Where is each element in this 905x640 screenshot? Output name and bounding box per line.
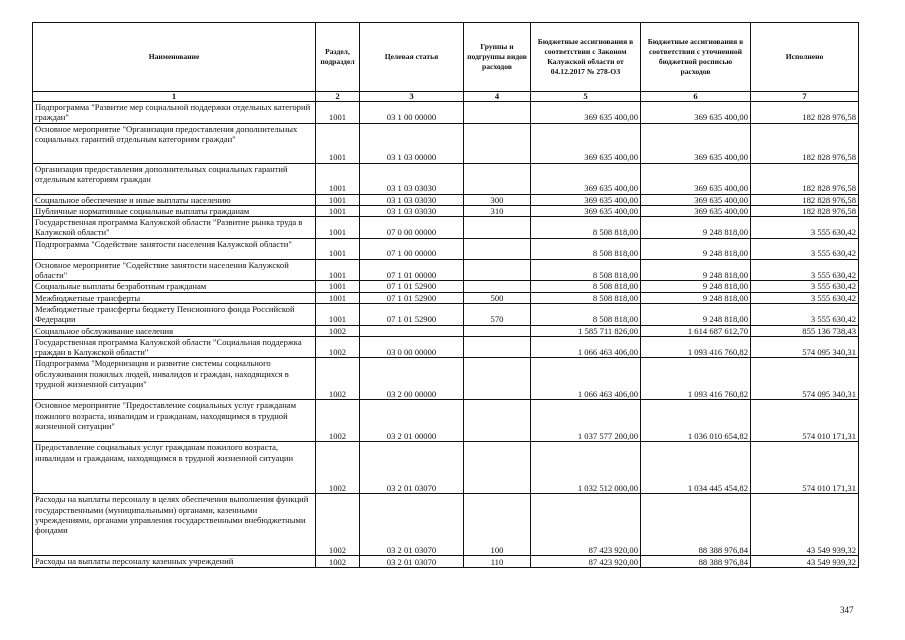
table-cell-budget-refined: 1 034 445 454,82 [641, 442, 751, 494]
table-cell-target: 03 1 03 03030 [360, 205, 464, 216]
table-cell-name: Основное мероприятие "Предоставление социальных услуг гражданам пожилого возраста, инвалидам и гражданам, находящимся в трудной жизненной ситуации" [33, 400, 316, 442]
table-cell-budget-refined: 369 635 400,00 [641, 163, 751, 194]
table-cell-section: 1001 [316, 259, 360, 281]
table-cell-section: 1001 [316, 303, 360, 325]
table-cell-executed: 182 828 976,58 [751, 123, 859, 163]
table-cell-executed: 182 828 976,58 [751, 205, 859, 216]
table-cell-budget-law: 369 635 400,00 [531, 102, 641, 124]
table-cell-target: 03 1 00 00000 [360, 102, 464, 124]
column-number: 2 [316, 92, 360, 102]
table-cell-name: Подпрограмма "Развитие мер социальной поддержки отдельных категорий граждан" [33, 102, 316, 124]
table-cell-budget-law: 8 508 818,00 [531, 259, 641, 281]
table-cell-budget-refined: 9 248 818,00 [641, 259, 751, 281]
table-cell-budget-refined: 88 388 976,84 [641, 556, 751, 568]
table-cell-section: 1002 [316, 358, 360, 400]
table-cell-group [464, 281, 531, 292]
table-cell-budget-law: 8 508 818,00 [531, 292, 641, 303]
header-row [33, 23, 859, 92]
table-cell-executed: 182 828 976,58 [751, 194, 859, 205]
table-body [33, 102, 859, 568]
table-cell-group [464, 123, 531, 163]
table-cell-budget-refined: 88 388 976,84 [641, 494, 751, 556]
table-row [33, 292, 859, 303]
table-cell-budget-law: 87 423 920,00 [531, 556, 641, 568]
table-cell-name: Основное мероприятие "Организация предоставления дополнительных социальных гарантий отдельным категориям граждан" [33, 123, 316, 163]
table-cell-target: 03 2 01 03070 [360, 442, 464, 494]
table-cell-section: 1002 [316, 400, 360, 442]
header-target: Целевая статья [360, 23, 464, 92]
header-name: Наименование [33, 23, 316, 92]
table-cell-target: 03 2 00 00000 [360, 358, 464, 400]
table-cell-budget-refined: 369 635 400,00 [641, 205, 751, 216]
table-cell-budget-refined: 369 635 400,00 [641, 102, 751, 124]
table-row [33, 238, 859, 259]
table-cell-name: Межбюджетные трансферты [33, 292, 316, 303]
table-cell-budget-law: 8 508 818,00 [531, 303, 641, 325]
table-cell-budget-refined: 9 248 818,00 [641, 238, 751, 259]
table-cell-executed: 182 828 976,58 [751, 163, 859, 194]
column-number: 6 [641, 92, 751, 102]
table-cell-name: Публичные нормативные социальные выплаты гражданам [33, 205, 316, 216]
table-cell-budget-law: 8 508 818,00 [531, 281, 641, 292]
table-cell-executed: 574 010 171,31 [751, 442, 859, 494]
table-cell-target: 03 1 03 03030 [360, 194, 464, 205]
table-cell-name: Расходы на выплаты персоналу в целях обеспечения выполнения функций государственными (муниципальными) органами, казенными учреждениями, органами управления государственными внебюджетными фондами [33, 494, 316, 556]
column-number: 7 [751, 92, 859, 102]
table-cell-group [464, 238, 531, 259]
table-row [33, 163, 859, 194]
table-cell-name: Социальное обеспечение и иные выплаты населению [33, 194, 316, 205]
table-row [33, 303, 859, 325]
table-cell-name: Государственная программа Калужской области "Развитие рынка труда в Калужской области" [33, 217, 316, 239]
column-number: 3 [360, 92, 464, 102]
table-cell-group [464, 163, 531, 194]
table-cell-name: Подпрограмма "Содействие занятости населения Калужской области" [33, 238, 316, 259]
table-cell-budget-law: 1 066 463 406,00 [531, 358, 641, 400]
table-row [33, 281, 859, 292]
table-cell-executed: 3 555 630,42 [751, 281, 859, 292]
table-cell-budget-refined: 9 248 818,00 [641, 217, 751, 239]
table-cell-section: 1002 [316, 494, 360, 556]
table-cell-executed: 3 555 630,42 [751, 238, 859, 259]
table-cell-section: 1001 [316, 217, 360, 239]
table-row [33, 442, 859, 494]
table-cell-target: 03 1 03 03030 [360, 163, 464, 194]
table-cell-budget-refined: 9 248 818,00 [641, 281, 751, 292]
table-cell-name: Расходы на выплаты персоналу казенных учреждений [33, 556, 316, 568]
table-row [33, 259, 859, 281]
table-cell-target [360, 325, 464, 336]
table-cell-group [464, 442, 531, 494]
table-cell-executed: 3 555 630,42 [751, 217, 859, 239]
table-cell-budget-refined: 369 635 400,00 [641, 123, 751, 163]
table-cell-budget-law: 1 037 577 200,00 [531, 400, 641, 442]
header-budget-law: Бюджетные ассигнования в соответствии с Законом Калужской области от 04.12.2017 № 278-ОЗ [531, 23, 641, 92]
table-cell-target: 07 1 01 52900 [360, 303, 464, 325]
table-cell-budget-law: 369 635 400,00 [531, 163, 641, 194]
table-cell-executed: 3 555 630,42 [751, 292, 859, 303]
table-cell-group: 500 [464, 292, 531, 303]
table-row [33, 400, 859, 442]
table-cell-target: 03 1 03 00000 [360, 123, 464, 163]
table-cell-name: Государственная программа Калужской области "Социальная поддержка граждан в Калужской области" [33, 336, 316, 358]
table-cell-section: 1001 [316, 123, 360, 163]
header-groups: Группы и подгруппы видов расходов [464, 23, 531, 92]
column-number-row [33, 92, 859, 102]
column-number: 4 [464, 92, 531, 102]
table-row [33, 194, 859, 205]
table-cell-name: Основное мероприятие "Содействие занятости населения Калужской области" [33, 259, 316, 281]
table-cell-executed: 574 095 340,31 [751, 336, 859, 358]
table-cell-name: Социальные выплаты безработным гражданам [33, 281, 316, 292]
table-cell-section: 1001 [316, 102, 360, 124]
table-cell-name: Социальное обслуживание населения [33, 325, 316, 336]
table-row [33, 325, 859, 336]
table-cell-section: 1001 [316, 205, 360, 216]
column-number: 5 [531, 92, 641, 102]
table-row [33, 336, 859, 358]
table-cell-group [464, 259, 531, 281]
table-cell-executed: 3 555 630,42 [751, 259, 859, 281]
table-cell-group [464, 400, 531, 442]
header-budget-refined: Бюджетные ассигнования в соответствии с уточненной бюджетной росписью расходов [641, 23, 751, 92]
table-cell-budget-law: 8 508 818,00 [531, 217, 641, 239]
table-cell-section: 1001 [316, 163, 360, 194]
table-cell-executed: 3 555 630,42 [751, 303, 859, 325]
table-row [33, 123, 859, 163]
table-cell-group [464, 217, 531, 239]
budget-table [32, 22, 859, 568]
table-cell-target: 07 1 01 52900 [360, 281, 464, 292]
table-cell-group: 100 [464, 494, 531, 556]
table-cell-target: 03 2 01 00000 [360, 400, 464, 442]
table-row [33, 217, 859, 239]
table-cell-group: 300 [464, 194, 531, 205]
table-row [33, 205, 859, 216]
table-cell-section: 1001 [316, 281, 360, 292]
table-cell-section: 1001 [316, 238, 360, 259]
table-cell-budget-law: 369 635 400,00 [531, 123, 641, 163]
table-cell-group [464, 336, 531, 358]
table-cell-group: 310 [464, 205, 531, 216]
table-cell-name: Подпрограмма "Модернизация и развитие системы социального обслуживания пожилых людей, инвалидов и граждан, находящихся в трудной жизненной ситуации" [33, 358, 316, 400]
table-row [33, 358, 859, 400]
table-cell-budget-refined: 1 036 010 654,82 [641, 400, 751, 442]
table-cell-group: 570 [464, 303, 531, 325]
table-cell-executed: 43 549 939,32 [751, 494, 859, 556]
table-cell-group: 110 [464, 556, 531, 568]
table-cell-target: 03 2 01 03070 [360, 494, 464, 556]
page-number: 347 [840, 605, 854, 615]
table-cell-budget-refined: 9 248 818,00 [641, 292, 751, 303]
table-cell-section: 1002 [316, 325, 360, 336]
table-cell-target: 07 0 00 00000 [360, 217, 464, 239]
table-cell-target: 07 1 00 00000 [360, 238, 464, 259]
table-cell-section: 1002 [316, 336, 360, 358]
table-cell-section: 1001 [316, 194, 360, 205]
table-cell-target: 03 2 01 03070 [360, 556, 464, 568]
table-cell-budget-refined: 369 635 400,00 [641, 194, 751, 205]
table-cell-name: Предоставление социальных услуг гражданам пожилого возраста, инвалидам и гражданам, находящимся в трудной жизненной ситуации [33, 442, 316, 494]
table-cell-budget-law: 1 032 512 000,00 [531, 442, 641, 494]
table-cell-budget-refined: 1 614 687 612,70 [641, 325, 751, 336]
table-cell-section: 1001 [316, 292, 360, 303]
table-cell-budget-refined: 1 093 416 760,82 [641, 358, 751, 400]
table-cell-executed: 855 136 738,43 [751, 325, 859, 336]
table-cell-target: 07 1 01 00000 [360, 259, 464, 281]
column-number: 1 [33, 92, 316, 102]
table-cell-budget-law: 8 508 818,00 [531, 238, 641, 259]
table-cell-section: 1002 [316, 556, 360, 568]
table-row [33, 494, 859, 556]
table-cell-budget-law: 369 635 400,00 [531, 194, 641, 205]
table-cell-section: 1002 [316, 442, 360, 494]
table-cell-budget-law: 87 423 920,00 [531, 494, 641, 556]
table-cell-group [464, 102, 531, 124]
table-cell-budget-refined: 1 093 416 760,82 [641, 336, 751, 358]
table-cell-name: Межбюджетные трансферты бюджету Пенсионного фонда Российской Федерации [33, 303, 316, 325]
table-cell-executed: 182 828 976,58 [751, 102, 859, 124]
table-cell-executed: 574 010 171,31 [751, 400, 859, 442]
header-section: Раздел, подраздел [316, 23, 360, 92]
table-cell-name: Организация предоставления дополнительных социальных гарантий отдельным категориям граждан [33, 163, 316, 194]
table-cell-executed: 574 095 340,31 [751, 358, 859, 400]
table-cell-budget-law: 1 066 463 406,00 [531, 336, 641, 358]
table-cell-target: 03 0 00 00000 [360, 336, 464, 358]
table-cell-group [464, 358, 531, 400]
table-cell-budget-law: 1 585 711 826,00 [531, 325, 641, 336]
table-row [33, 556, 859, 568]
table-cell-target: 07 1 01 52900 [360, 292, 464, 303]
table-row [33, 102, 859, 124]
table-cell-group [464, 325, 531, 336]
header-execution: Исполнено [751, 23, 859, 92]
table-cell-executed: 43 549 939,32 [751, 556, 859, 568]
table-cell-budget-law: 369 635 400,00 [531, 205, 641, 216]
table-cell-budget-refined: 9 248 818,00 [641, 303, 751, 325]
